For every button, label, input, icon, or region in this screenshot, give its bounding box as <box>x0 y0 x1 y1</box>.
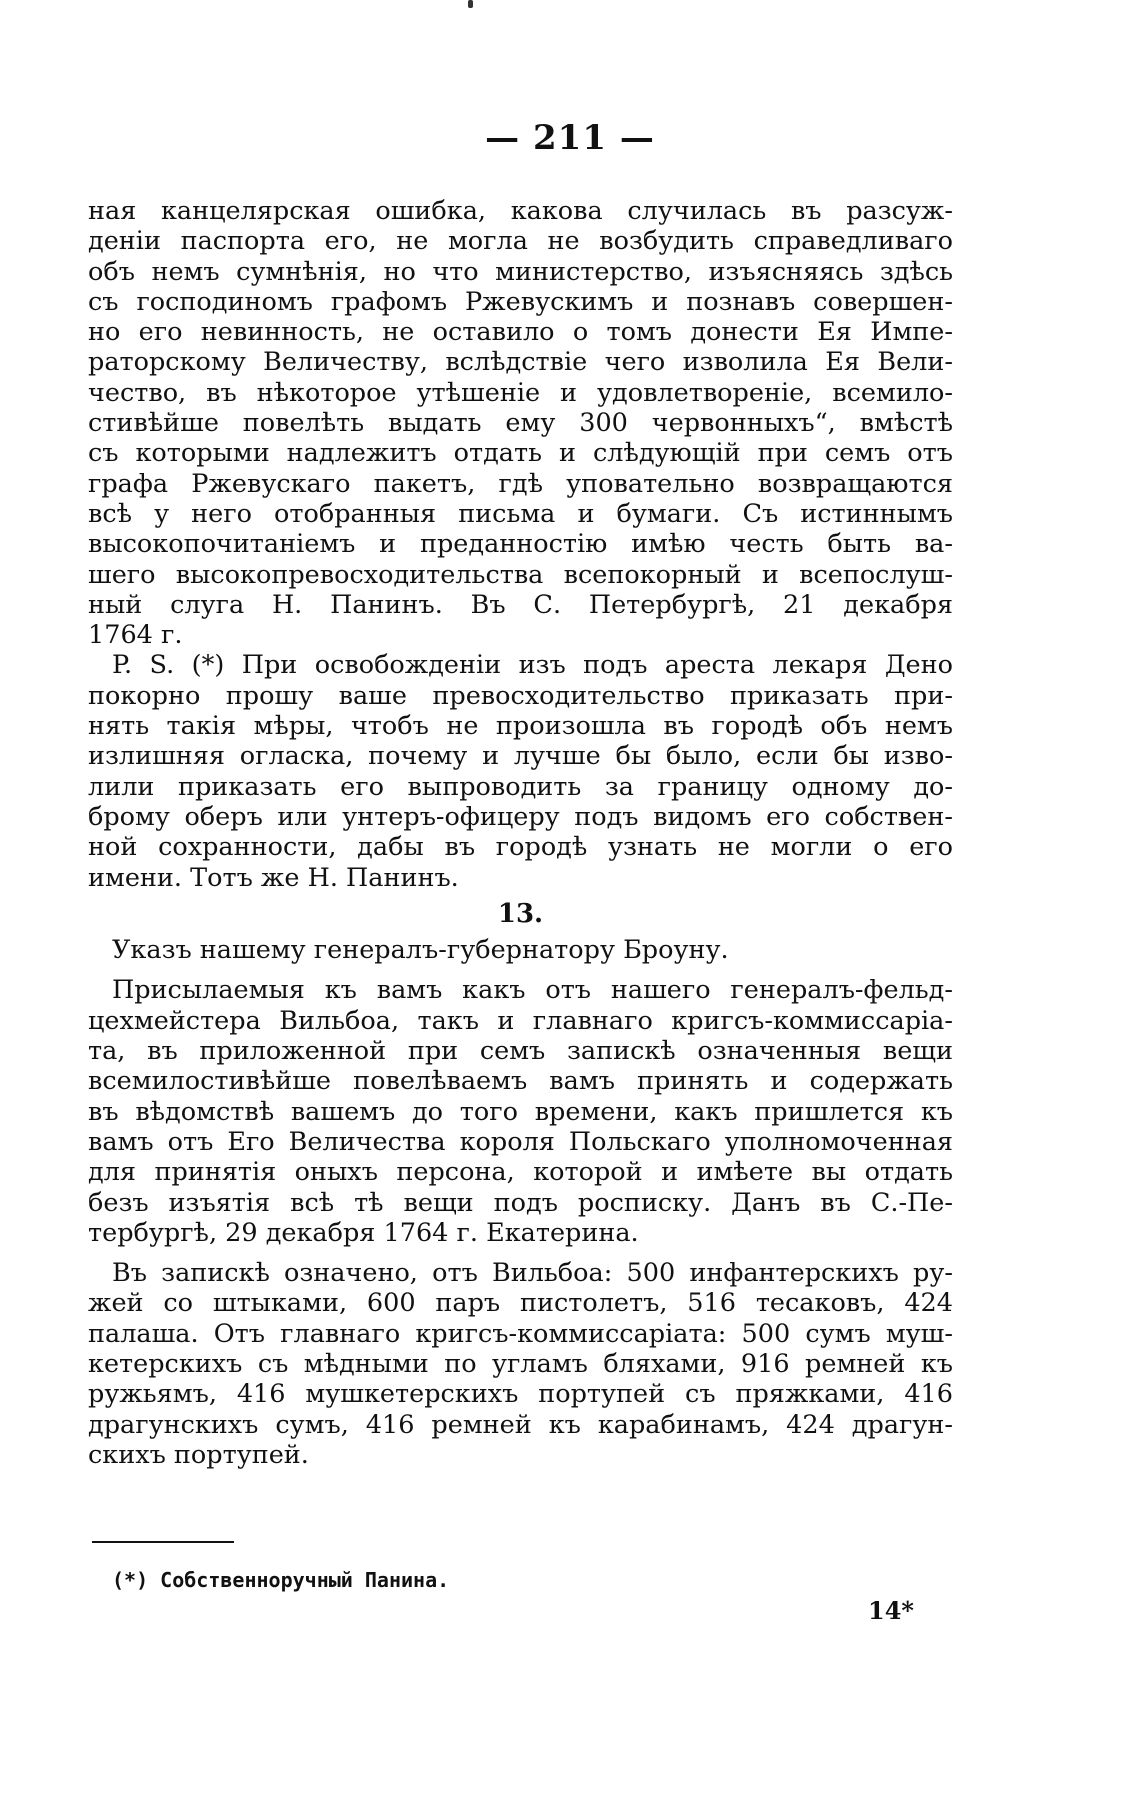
text-line: скихъ портупей. <box>88 1439 309 1470</box>
text-line: высокопочитаніемъ и преданностію имѣю честь быть ва- <box>88 529 953 560</box>
paragraph-letter <box>88 196 953 650</box>
text-line: для принятія оныхъ персона, которой и имѣете вы отдать <box>88 1157 953 1188</box>
text-line: брому оберъ или унтеръ-офицеру подъ видомъ его собствен- <box>88 801 953 832</box>
print-speck <box>468 0 473 8</box>
text-line: та, въ приложенной при семъ запискѣ означенныя вещи <box>88 1036 953 1067</box>
text-line: но его невинность, не оставило о томъ донести Ея Импе- <box>88 317 953 348</box>
footnote: (*) Собственноручный Панина. <box>112 1568 450 1592</box>
text-line: шего высокопревосходительства всепокорный и всепослуш- <box>88 559 953 590</box>
text-line: стивѣйше повелѣть выдать ему 300 червонныхъ“, вмѣстѣ <box>88 408 953 439</box>
text-line: лили приказать его выпроводить за границу одному до- <box>88 771 953 802</box>
text-line: всѣ у него отобранныя письма и бумаги. Съ истиннымъ <box>88 498 953 529</box>
text-line: драгунскихъ сумъ, 416 ремней къ карабинамъ, 424 драгун- <box>88 1409 953 1440</box>
text-line: раторскому Величеству, вслѣдствіе чего изволила Ея Вели- <box>88 347 953 378</box>
text-line: жей со штыками, 600 паръ пистолетъ, 516 тесаковъ, 424 <box>88 1288 953 1319</box>
decree-title: Указъ нашему генералъ-губернатору Броуну. <box>112 935 729 966</box>
text-line: объ немъ сумнѣнія, но что министерство, изъясняясь здѣсь <box>88 256 953 287</box>
text-line: ная канцелярская ошибка, какова случилась въ разсуж- <box>88 196 953 226</box>
text-line: съ господиномъ графомъ Ржевускимъ и познавъ совершен- <box>88 286 953 317</box>
text-line: P. S. (*) При освобожденіи изъ подъ ареста лекаря Дено <box>112 650 953 681</box>
spacer <box>88 1248 953 1258</box>
text-line: покорно прошу ваше превосходительство приказать при- <box>88 680 953 711</box>
text-line: нять такія мѣры, чтобъ не произошла въ городѣ объ немъ <box>88 711 953 742</box>
section-number: 13. <box>497 898 544 929</box>
text-line: ной сохранности, дабы въ городѣ узнать не могли о его <box>88 832 953 863</box>
text-line: въ вѣдомствѣ вашемъ до того времени, какъ пришлется къ <box>88 1096 953 1127</box>
text-line: всемилостивѣйше повелѣваемъ вамъ принять и содержать <box>88 1066 953 1097</box>
text-line: имени. Тотъ же Н. Панинъ. <box>88 862 459 893</box>
spacer <box>88 965 953 975</box>
text-line: ружьямъ, 416 мушкетерскихъ портупей съ пряжками, 416 <box>88 1379 953 1410</box>
text-line: кетерскихъ съ мѣдными по угламъ бляхами, 916 ремней къ <box>88 1348 953 1379</box>
text-line: излишняя огласка, почему и лучше бы было, если бы изво- <box>88 741 953 772</box>
paragraph-decree <box>88 975 953 1248</box>
text-line: палаша. Отъ главнаго кригсъ-коммиссаріата: 500 сумъ муш- <box>88 1318 953 1349</box>
text-line: Въ запискѣ означено, отъ Вильбоа: 500 инфантерскихъ ру- <box>112 1258 953 1289</box>
text-line: безъ изъятія всѣ тѣ вещи подъ росписку. Данъ въ С.-Пе- <box>88 1187 953 1218</box>
page-number-header: — 211 — <box>485 118 655 158</box>
text-line: деніи паспорта его, не могла не возбудить справедливаго <box>88 226 953 257</box>
paragraph-postscript <box>88 650 953 892</box>
text-line: ный слуга Н. Панинъ. Въ С. Петербургѣ, 21 декабря <box>88 589 953 620</box>
paragraph-inventory <box>88 1258 953 1470</box>
main-text <box>88 196 953 1470</box>
text-line: тербургѣ, 29 декабря 1764 г. Екатерина. <box>88 1217 639 1248</box>
text-line: графа Ржевускаго пакетъ, гдѣ уповательно возвращаются <box>88 468 953 499</box>
text-line: цехмейстера Вильбоа, такъ и главнаго кригсъ-коммиссаріа- <box>88 1005 953 1036</box>
text-line: чество, въ нѣкоторое утѣшеніе и удовлетвореніе, всемило- <box>88 377 953 408</box>
text-line: 1764 г. <box>88 620 183 651</box>
text-line: вамъ отъ Его Величества короля Польскаго уполномоченная <box>88 1126 953 1157</box>
footnote-divider <box>92 1541 234 1543</box>
text-line: съ которыми надлежитъ отдать и слѣдующій при семъ отъ <box>88 438 953 469</box>
text-line: Присылаемыя къ вамъ какъ отъ нашего генералъ-фельд- <box>112 975 953 1006</box>
printer-signature-mark: 14* <box>868 1596 914 1625</box>
